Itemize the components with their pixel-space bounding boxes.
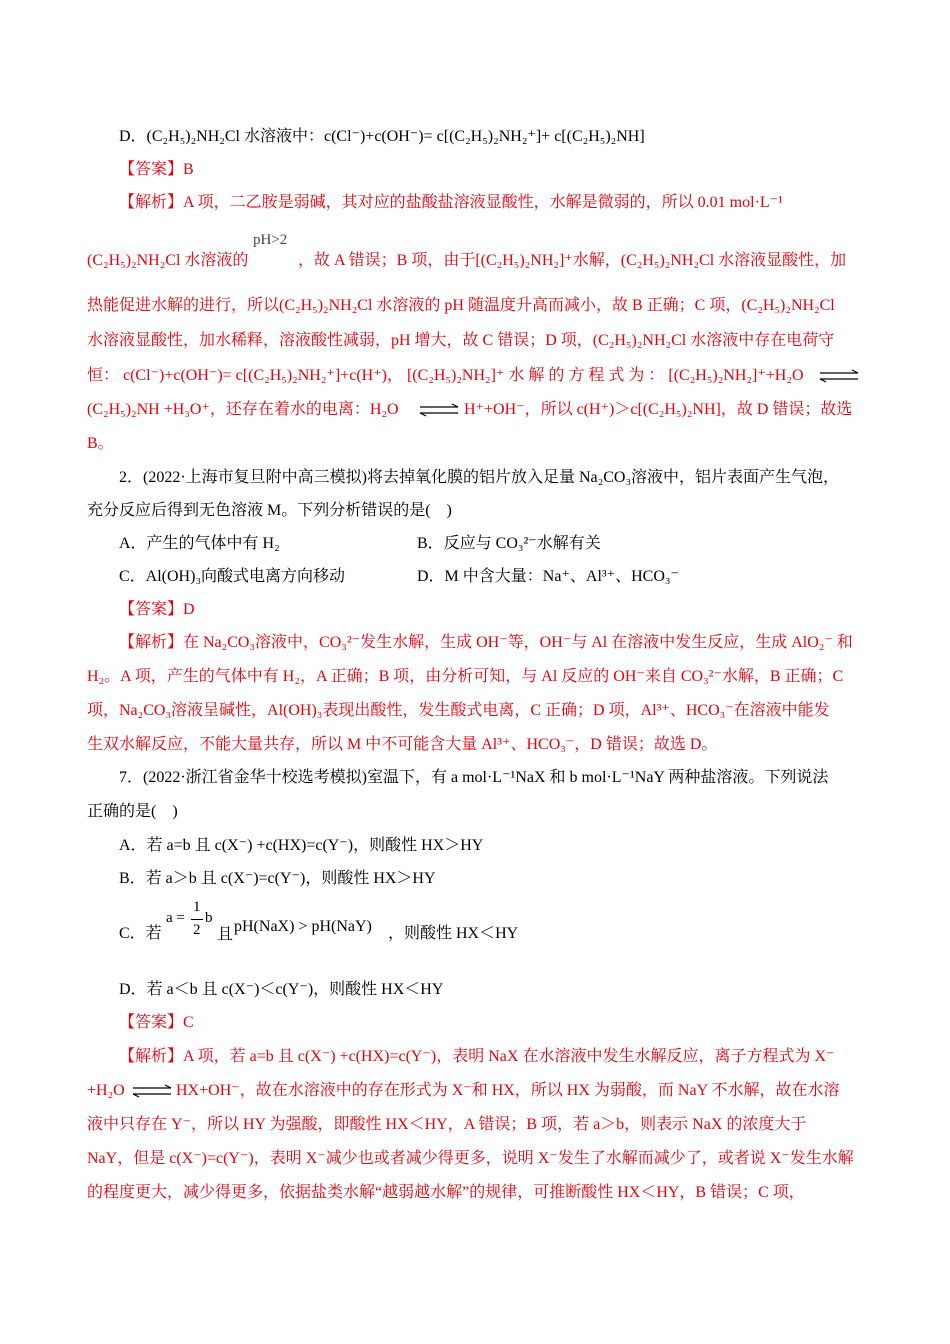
q7-explanation-line-5: 的程度更大，减少得更多，依据盐类水解“越弱越水解”的规律，可推断酸性 HX＜HY，B 错误；C 项，: [87, 1184, 805, 1201]
q7-option-c-and: 且: [217, 926, 234, 943]
q2-explanation-line-3: 项，Na₂CO₃溶液呈碱性，Al(OH)₃表现出酸性，发生酸式电离，C 正确；D 项，Al³⁺、HCO₃⁻在溶液中能发: [87, 702, 830, 719]
q7-option-a: A．若 a=b 且 c(X⁻) +c(HX)=c(Y⁻)，则酸性 HX＞HY: [119, 837, 484, 854]
q1-explanation-line-2a: (C₂H₅)₂NH₂Cl 水溶液的: [87, 252, 249, 269]
q1-explanation-line-7: B。: [87, 435, 114, 452]
q2-option-b: B．反应与 CO₃²⁻水解有关: [417, 535, 601, 552]
q7-answer: 【答案】C: [119, 1014, 194, 1031]
q2-explanation-line-2: H₂。A 项，产生的气体中有 H₂，A 正确；B 项，由分析可知，与 Al 反应的 OH⁻来自 CO₃²⁻水解，B 正确；C: [87, 668, 844, 685]
q7-explanation-line-4: NaY，但是 c(X⁻)=c(Y⁻)，表明 X⁻减少也或者减少得更多，说明 X⁻发生了水解而减少了，或者说 X⁻发生水解: [87, 1150, 854, 1167]
q7-fraction-variable: b: [205, 910, 213, 926]
q7-option-d: D．若 a＜b 且 c(X⁻)＜c(Y⁻)，则酸性 HX＜HY: [119, 981, 444, 998]
q2-option-d: D．M 中含大量：Na⁺、Al³⁺、HCO₃⁻: [417, 568, 679, 585]
q7-explanation-line-2a: +H₂O: [87, 1082, 125, 1099]
q1-explanation-line-4: 水溶液显酸性，加水稀释，溶液酸性减弱，pH 增大，故 C 错误；D 项，(C₂H₅)₂NH₂Cl 水溶液中存在电荷守: [87, 332, 835, 349]
q2-stem-line-2: 充分反应后得到无色溶液 M。下列分析错误的是( ): [87, 502, 452, 519]
q7-explanation-line-2b: HX+OH⁻，故在水溶液中的存在形式为 X⁻和 HX，所以 HX 为弱酸，而 NaY 不水解，故在水溶: [176, 1082, 840, 1099]
q2-explanation-line-1: 【解析】在 Na₂CO₃溶液中，CO₃²⁻发生水解，生成 OH⁻等，OH⁻与 Al 在溶液中发生反应，生成 AlO₂⁻ 和: [119, 634, 853, 651]
q7-fraction-bar: [191, 919, 203, 920]
q1-option-d: D．(C₂H₅)₂NH₂Cl 水溶液中：c(Cl⁻)+c(OH⁻)= c[(C₂H₅)₂NH₂⁺]+ c[(C₂H₅)₂NH]: [119, 128, 645, 145]
q7-option-c-suffix: ，则酸性 HX＜HY: [388, 925, 519, 942]
q7-fraction-lhs: a =: [166, 910, 185, 926]
q1-explanation-line-5: 恒： c(Cl⁻)+c(OH⁻)= c[(C₂H₅)₂NH₂⁺]+c(H⁺)， [(C₂H₅)₂NH₂]⁺ 水 解 的 方 程 式 为 ： [(C₂H₅)₂NH₂]⁺+H₂O: [87, 367, 804, 384]
q7-option-c-prefix: C．若: [119, 925, 162, 942]
equilibrium-arrow-icon: [131, 1084, 173, 1098]
q1-explanation-line-6b: H⁺+OH⁻，所以 c(H⁺)＞c[(C₂H₅)₂NH]，故 D 错误；故选: [464, 401, 853, 418]
q1-explanation-line-6a: (C₂H₅)₂NH +H₃O⁺，还存在着水的电离：H₂O: [87, 401, 399, 418]
q2-stem-line-1: 2．(2022·上海市复旦附中高三模拟)将去掉氧化膜的铝片放入足量 Na₂CO₃溶液中，铝片表面产生气泡，: [119, 469, 840, 486]
q2-explanation-line-4: 生双水解反应，不能大量共存，所以 M 中不可能含大量 Al³⁺、HCO₃⁻，D 错误；故选 D。: [87, 736, 718, 753]
q1-ph-formula: pH>2: [253, 232, 288, 248]
q2-answer: 【答案】D: [119, 601, 195, 618]
q2-option-a: A．产生的气体中有 H₂: [119, 535, 280, 552]
q1-explanation-line-2b: ，故 A 错误；B 项，由于[(C₂H₅)₂NH₂]⁺水解，(C₂H₅)₂NH₂Cl 水溶液显酸性，加: [298, 252, 847, 269]
q7-fraction-denominator: 2: [193, 922, 201, 938]
q1-explanation-line-3: 热能促进水解的进行，所以(C₂H₅)₂NH₂Cl 水溶液的 pH 随温度升高而减小，故 B 正确；C 项，(C₂H₅)₂NH₂Cl: [87, 297, 835, 314]
q1-explanation-line-1: 【解析】A 项，二乙胺是弱碱，其对应的盐酸盐溶液显酸性，水解是微弱的，所以 0.01 mol·L⁻¹: [119, 194, 783, 211]
q7-explanation-line-1: 【解析】A 项，若 a=b 且 c(X⁻) +c(HX)=c(Y⁻)，表明 NaX 在水溶液中发生水解反应，离子方程式为 X⁻: [119, 1048, 835, 1065]
equilibrium-arrow-icon: [418, 403, 460, 417]
q7-stem-line-2: 正确的是( ): [87, 803, 178, 820]
q7-explanation-line-3: 液中只存在 Y⁻，所以 HY 为强酸，即酸性 HX＜HY，A 错误；B 项，若 a＞b，则表示 NaX 的浓度大于: [87, 1116, 807, 1133]
q7-fraction-numerator: 1: [193, 899, 201, 915]
q7-stem-line-1: 7．(2022·浙江省金华十校选考模拟)室温下，有 a mol·L⁻¹NaX 和 b mol·L⁻¹NaY 两种盐溶液。下列说法: [119, 769, 829, 786]
q2-option-c: C．Al(OH)₃向酸式电离方向移动: [119, 568, 346, 585]
equilibrium-arrow-icon: [818, 369, 860, 383]
q1-answer: 【答案】B: [119, 161, 194, 178]
q7-option-b: B．若 a＞b 且 c(X⁻)=c(Y⁻)，则酸性 HX＞HY: [119, 870, 436, 887]
q7-ph-compare: pH(NaX) > pH(NaY): [234, 918, 372, 935]
